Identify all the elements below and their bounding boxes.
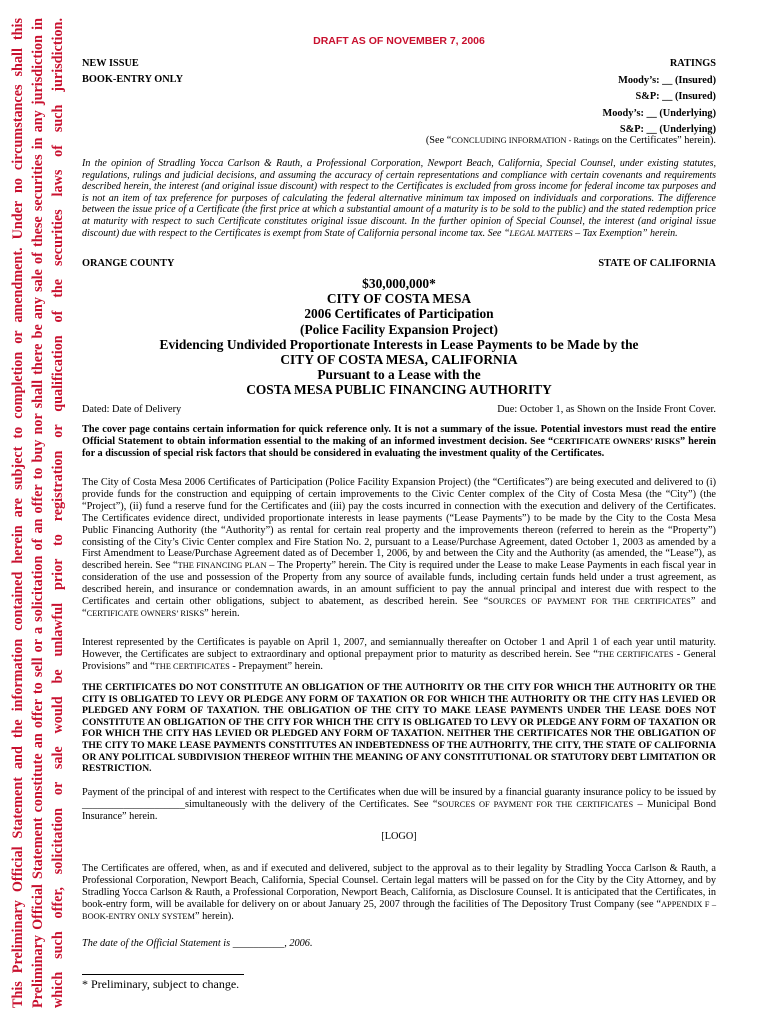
see-ratings-pre: (See “ [425,135,452,146]
dated-label: Dated: Date of Delivery [82,404,182,415]
rating-moodys-underlying: Moody’s: __ (Underlying) [602,107,716,119]
p4-text-a: The Certificates are offered, when, as and if executed and delivered, subject to the approval as to their legality by Stradling Yocca Carlson & Rauth, a Professional Corporation, Newport Beach, California, Special Counsel. Certain legal matters will be passed on for the City by the City Attorney, and by Stradling Yocca Carlson & Rauth, a Professional Corporation, Newport Beach, California, as Disclosure Counsel. It is anticipated that the Certificates, in book-entry form, will be available for delivery on or about January 25, 2007 through the facilities of The Depository Trust Company (see “ [82,863,716,910]
ratings-heading: RATINGS [669,58,716,69]
certificates-description-paragraph [82,477,716,620]
book-entry-label: BOOK-ENTRY ONLY [82,74,184,85]
certificate-name: 2006 Certificates of Participation [304,306,494,322]
p1-text-b: – The Property” herein. The City is required under the Lease to make Lease Payments in each fiscal year in consideration of the use and possession of the Property from any source of available funds, including certain funds held under a trust agreement, as described herein, and insurance or condemnation awards, in an amount sufficient to pay the annual principal and interest due with respect to the Certificates and certain other obligations, subject to abatement, as described herein. See “ [82,560,716,608]
p3-ref: SOURCES OF PAYMENT FOR THE CERTIFICATES [437,799,634,809]
p1-ref-2: SOURCES OF PAYMENT FOR THE CERTIFICATES [488,597,691,607]
dated-row [82,404,716,416]
county-label: ORANGE COUNTY [82,258,175,269]
side-disclaimer-line-3: which such offer, solicitation or sale would be unlawful prior to registration or qualification of the securities laws of such jurisdiction. [50,18,66,1008]
issue-amount: $30,000,000* [362,276,436,291]
rating-moodys-insured: Moody’s: __ (Insured) [618,74,716,86]
title-line-6: CITY OF COSTA MESA, CALIFORNIA [280,352,518,368]
ratings-block [603,56,716,139]
due-label: Due: October 1, as Shown on the Inside Front Cover. [497,404,716,415]
p1-text-c: ” and “ [82,596,717,619]
p2-ref-1: THE CERTIFICATES [597,649,674,659]
see-ratings-ref: CONCLUDING INFORMATION - Ratings [451,136,600,145]
tax-opinion-post: – Tax Exemption” herein. [572,227,678,239]
tax-opinion-ref: LEGAL MATTERS [509,228,573,238]
jurisdiction-row [82,258,716,270]
issue-title-block [82,276,716,398]
draft-banner: DRAFT AS OF NOVEMBER 7, 2006 [313,35,485,47]
project-name: (Police Facility Expansion Project) [300,321,498,337]
p1-text-d: ” herein. [204,607,240,619]
cover-notice-paragraph [82,424,716,460]
new-issue-label: NEW ISSUE [82,58,139,69]
footnote-divider [82,974,244,975]
p1-ref-1: THE FINANCING PLAN [177,561,267,571]
state-label: STATE OF CALIFORNIA [598,258,716,269]
p4-text-b: ” herein). [195,910,234,922]
footnote: * Preliminary, subject to change. [82,977,240,991]
legal-matters-paragraph [82,863,716,923]
cover-notice-ref: CERTIFICATE OWNERS’ RISKS [553,436,680,446]
title-line-8: COSTA MESA PUBLIC FINANCING AUTHORITY [246,382,552,398]
side-disclaimer [0,0,80,1024]
p4-ref: APPENDIX F – BOOK-ENTRY ONLY SYSTEM [82,899,717,921]
insurance-paragraph [82,787,716,823]
cover-notice-text: The cover page contains certain information for quick reference only. It is not a summary of the issue. Potential investors must read the entire Official Statement to obtain information essential to the making of an informed investment decision. See “ [82,424,716,447]
p3-text-b: – Municipal Bond Insurance” herein. [82,798,716,822]
p3-text-a: Payment of the principal of and interest with respect to the Certificates when due will be insured by a financial guaranty insurance policy to be issued by ____________________simultaneously with the delivery of the Certificates. See “ [82,787,716,810]
tax-opinion-text: In the opinion of Stradling Yocca Carlson & Rauth, a Professional Corporation, Newport Beach, California, Special Counsel, under existing statutes, regulations, rulings and judicial decisions, and assuming the accuracy of certain representations and compliance with certain covenants and requirements described herein, the interest (and original issue discount) with respect to the Certificates is excluded from gross income for federal income tax purposes and is not an item of tax preference for purposes of calculating the federal alternative minimum tax imposed on individuals and corporations. The difference between the issue price of a Certificate (the first price at which a substantial amount of a maturity is to be sold to the public) and the stated redemption price at maturity with respect to such Certificate constitutes original issue discount. In the further opinion of Special Counsel, the interest (and original issue discount) due with respect to the Certificates is exempt from State of California personal income tax. See “ [82,158,716,239]
cover-notice-post: ” herein for a discussion of special risk factors that should be considered in evaluating the investment quality of the Certificates. [82,435,716,459]
obligation-disclaimer-paragraph: THE CERTIFICATES DO NOT CONSTITUTE AN OBLIGATION OF THE AUTHORITY OR THE CITY FOR WHICH THE AUTHORITY OR THE CITY IS OBLIGATED TO LEVY OR PLEDGE ANY FORM OF TAXATION OR FOR WHICH THE AUTHORITY OR THE CITY HAS LEVIED OR PLEDGED ANY FORM OF TAXATION. THE OBLIGATION OF THE CITY TO MAKE LEASE PAYMENTS UNDER THE LEASE DOES NOT CONSTITUTE AN OBLIGATION OF THE CITY FOR WHICH THE CITY IS OBLIGATED TO LEVY OR PLEDGE ANY FORM OF TAXATION OR FOR WHICH THE CITY HAS LEVIED OR PLEDGED ANY FORM OF TAXATION. NEITHER THE CERTIFICATES NOR THE OBLIGATION OF THE CITY TO MAKE LEASE PAYMENTS CONSTITUTES AN INDEBTEDNESS OF THE AUTHORITY, THE CITY, THE STATE OF CALIFORNIA OR ANY POLITICAL SUBDIVISION THEREOF WITHIN THE MEANING OF ANY CONSTITUTIONAL OR STATUTORY DEBT LIMITATION OR RESTRICTION. [82,682,716,775]
interest-paragraph [82,637,716,673]
statement-date: The date of the Official Statement is __________, 2006. [82,938,313,949]
p2-text-c: - Prepayment” herein. [229,660,323,672]
p2-text-a: Interest represented by the Certificates is payable on April 1, 2007, and semiannually thereafter on October 1 and April 1 of each year until maturity. However, the Certificates are subject to extraordinary and optional prepayment prior to maturity as described herein. See “ [82,637,716,660]
p2-text-b: - General Provisions” and “ [82,648,716,672]
rating-sp-insured: S&P: __ (Insured) [635,91,716,102]
logo-placeholder: [LOGO] [381,831,417,842]
issue-type [82,56,183,88]
see-ratings-note [426,135,716,147]
tax-opinion-paragraph [82,158,716,239]
title-line-5: Evidencing Undivided Proportionate Interests in Lease Payments to be Made by the [159,336,639,352]
p1-ref-3: CERTIFICATE OWNERS’ RISKS [86,608,205,618]
side-disclaimer-line-1: This Preliminary Official Statement and the information contained herein are subject to completion or amendment. Under no circumstances shall this [10,18,26,1008]
rating-sp-underlying: S&P: __ (Underlying) [619,124,716,135]
title-line-7: Pursuant to a Lease with the [317,367,481,383]
side-disclaimer-line-2: Preliminary Official Statement constitute an offer to sell or a solicitation of an offer to buy nor shall there be any sale of these securities in any jurisdiction in [30,18,46,1008]
p1-text-a: The City of Costa Mesa 2006 Certificates of Participation (Police Facility Expansion Project) (the “Certificates”) are being executed and delivered to (i) provide funds for the construction and equipping of certain improvements to the Civic Center complex of the City of Costa Mesa (the “City”) (the “Project”), (ii) fund a reserve fund for the Certificates and (iii) pay the costs incurred in connection with the execution and delivery of the Certificates. The Certificates evidence direct, undivided proportionate interests in lease payments (“Lease Payments”) to be made by the City to the Costa Mesa Public Financing Authority (the “Authority”) as rental for certain real property and the improvements thereon (referred to herein as the “Property”) consisting of the City’s Civic Center complex and Fire Station No. 2, pursuant to a Lease/Purchase Agreement, dated October 1, 2003 as amended by a First Amendment to Lease/Purchase Agreement dated as of December 1, 2006, by and between the City and the Authority (as amended, the “Lease”), as described herein. See “ [82,477,716,572]
p2-ref-2: THE CERTIFICATES [154,661,230,671]
issuer-name: CITY OF COSTA MESA [326,291,472,307]
see-ratings-post: on the Certificates” herein). [599,135,716,146]
